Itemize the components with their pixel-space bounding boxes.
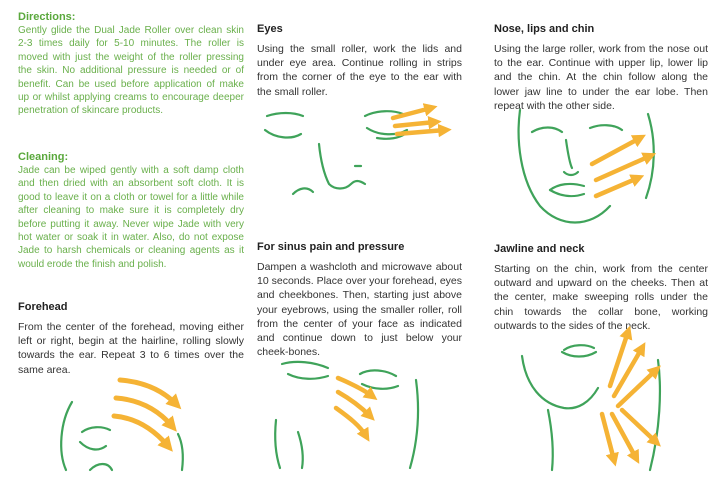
jawline-text: Starting on the chin, work from the center outward and upward on the cheeks. Then at the center, make sweeping rolls under the chin towards the collar bone, working outwards to the sides of the neck. xyxy=(494,263,708,332)
nose-lips-chin-face-illustration xyxy=(510,110,690,230)
sinus-face-illustration xyxy=(268,360,428,470)
forehead-face-illustration xyxy=(50,372,210,472)
forehead-title: Forehead xyxy=(18,301,68,313)
sinus-section xyxy=(257,241,462,359)
directions-text: Gently glide the Dual Jade Roller over clean skin 2-3 times daily for 5-10 minutes. The roller is moved with just the weight of the roller pressing the skin. No additional pressure is needed or of benefit. Can be used before application of make up or whilst applying creams to encourage deeper penetration of skincare products. xyxy=(18,25,244,117)
jawline-neck-illustration xyxy=(518,330,698,470)
nose-title: Nose, lips and chin xyxy=(494,23,595,35)
forehead-section xyxy=(18,301,244,377)
cleaning-title: Cleaning: xyxy=(18,151,69,163)
directions-title: Directions: xyxy=(18,11,76,23)
sinus-text: Dampen a washcloth and microwave about 10 seconds. Place over your forehead, eyes and cheekbones. Then, starting just above your eyebrows, using the smaller roller, roll from the center of your face as indicated and continue down to just below your cheek-bones. xyxy=(257,261,462,359)
nose-text: Using the large roller, work from the nose out to the ear. Continue with upper lip, lower lip and the chin. At the chin follow along the lower jaw line to under the ear lobe. Then repeat with the other side. xyxy=(494,43,708,112)
eyes-section xyxy=(257,23,462,99)
eyes-title: Eyes xyxy=(257,23,283,35)
jawline-title: Jawline and neck xyxy=(494,243,585,255)
sinus-title: For sinus pain and pressure xyxy=(257,241,405,253)
eyes-text: Using the small roller, work the lids and under eye area. Continue rolling in strips from the corner of the eye to the ear with the small roller. xyxy=(257,43,462,98)
cleaning-section xyxy=(18,151,244,271)
cleaning-text: Jade can be wiped gently with a soft damp cloth and then dried with an absorbent soft cloth. It is good to leave it on a cloth or towel for a little while after cleaning to make sure it is completely dry before putting it away. Never wipe Jade with very hot water or soak it in water. Also, do not expose Jade to harsh chemicals or cleaning agents as it would erode the finish and polish. xyxy=(18,165,244,270)
forehead-text: From the center of the forehead, moving either left or right, begin at the hairline, rolling slowly towards the ear. Repeat 3 to 6 times over the same area. xyxy=(18,321,244,376)
directions-section xyxy=(18,11,244,118)
jawline-section xyxy=(494,243,708,333)
nose-section xyxy=(494,23,708,113)
eyes-face-illustration xyxy=(255,104,455,196)
